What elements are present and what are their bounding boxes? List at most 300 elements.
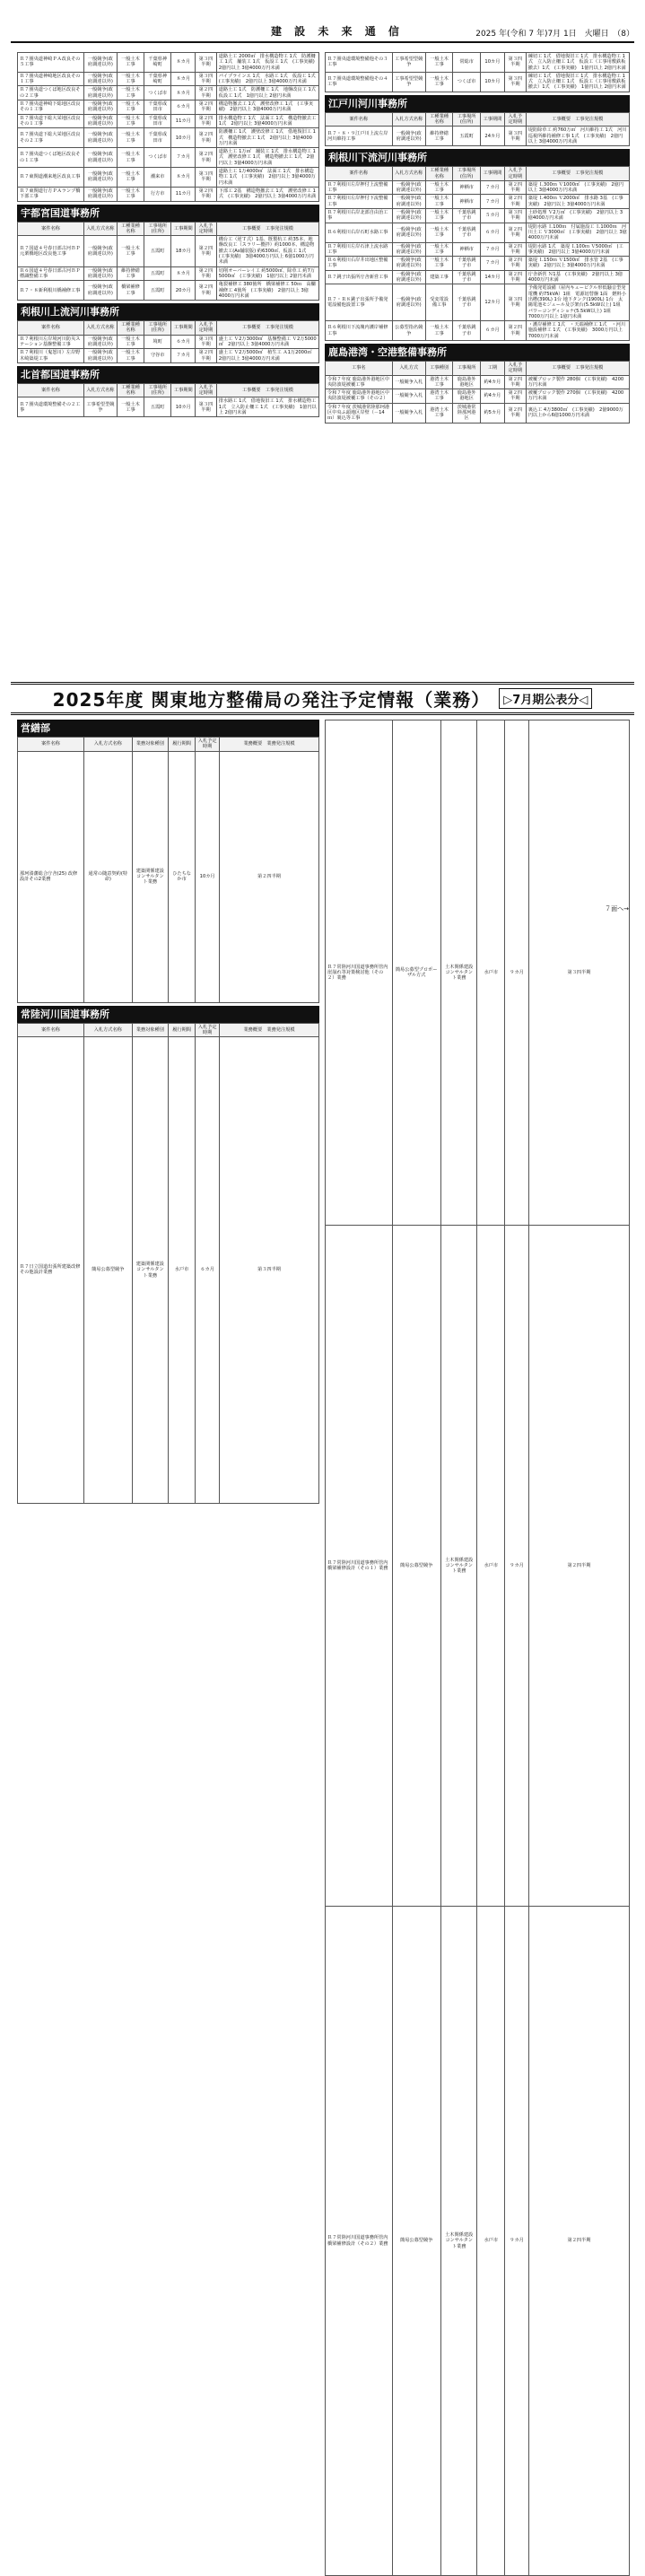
table-cell: 港湾土木工事 [425,389,453,404]
column-header: 入札方式名称 [83,383,117,397]
table-cell: ７カ月 [171,148,196,168]
table-cell: 第２四半期 [196,266,217,281]
table-header-row [18,321,319,336]
newspaper-name: 建 設 未 来 通 信 [271,23,404,39]
table-cell: 第２四半期 [504,270,526,284]
table-cell: 第２四半期 [504,242,526,257]
table-row [18,266,319,281]
table-cell: 第２四半期 [220,751,319,1002]
table-row [18,72,319,86]
column-header: 工事場所(住所) [144,222,171,236]
table-cell: ６カ月 [171,100,196,115]
works-table-top-right [325,52,630,92]
table-row [18,751,319,1002]
table-cell: Ｒ７利根川（鬼怒川）左岸野木崎築堤工事 [18,349,84,363]
table-cell: Ｒ７圏央道つくば地区改良その２工事 [18,86,84,100]
table-cell: 一般土木工事 [425,242,453,257]
table-row [18,236,319,266]
table-cell: ５カ月 [480,209,504,223]
table-cell: 簡易公募型競争 [392,1907,440,2576]
table-cell: 第２四半期 [196,281,217,301]
table-cell: 約4カ月 [480,375,504,389]
works-table-top-left [17,52,319,202]
table-cell: 切削オーバーレイ工 約5000㎡、除草工 約7万5000㎡ (工事実績) 1億円以上 2億円未満 [216,266,318,281]
table-cell: ６カ月 [480,321,504,341]
column-header: 工事概要 工事発注規模 [216,321,318,336]
column-header: 案件名称 [18,383,84,397]
table-cell: 千葉県銚子市 [453,257,481,271]
issue-date: 2025 年(令和 7 年)7月 1日 火曜日 （8） [475,27,634,39]
table-cell: 一般競争(政府調達以外) [83,128,117,148]
column-header: 入札方式名称 [83,321,117,336]
table-cell: 一般競争(政府調達以外) [392,284,425,321]
section-heading-tonegawa-lower: 利根川下流河川事務所 [325,149,630,166]
section-heading-eizen: 営繕部 [17,720,319,737]
column-header: 工事期間 [480,167,504,181]
table-cell: 第３四半期 [504,284,526,321]
table-cell: 橋梁補修工事 [117,281,144,301]
table-row [18,114,319,128]
table-row [326,195,630,209]
table-cell: 水戸市 [477,1226,505,1907]
table-cell: Ｒ７常陸河川国道事務所管内橋梁補修設計（その１）業務 [326,1226,393,1907]
table-cell: パイプラインエ 1式 水路工 1式 仮設工 1式 (工事実績) 2億円以上 3億4000万円未満 [216,72,318,86]
table-cell: 一般土木工事 [425,257,453,271]
table-cell: 被覆ブロック製作 270個 (工事実績) 4200万円未満 [526,389,629,404]
table-cell: 五霞町 [144,236,171,266]
table-cell: ７カ月 [480,257,504,271]
table-cell: 10カ月 [480,53,504,73]
table-cell: 第３四半期 [504,127,526,146]
table-cell: 11カ月 [171,114,196,128]
table-cell: ８カ月 [171,168,196,188]
column-header: 工事場所 [453,361,481,375]
table-row [326,321,630,341]
table-row [18,1037,319,1503]
column-header: 工種業種名称 [117,321,144,336]
table-cell: 令和７年度 鹿島港外港地区中央防波堤被覆工事 [326,375,393,389]
table-cell: 一般土木工事 [117,100,144,115]
column-header: 工種業種名称 [425,167,453,181]
table-cell: ７カ月 [480,195,504,209]
column-header: 履行期間 [168,738,195,752]
table-cell: Ｒ６国道４号春日部古河ＢＰ標識整備工事 [18,266,84,281]
column-header: 工事場所(住所) [453,167,481,181]
column-header: 入札予定時期 [504,112,526,127]
table-cell: 堤防除草工 約760万㎡ 河川維持工 1式 河川巡視所維持補修工事 1式 (工事実績) 2億円以上 3億4000万円未満 [526,127,629,146]
table-cell: 第３四半期 [196,72,217,86]
works-table-tonegawa-lower [325,166,630,341]
table-cell: 五霞町 [144,266,171,281]
table-row [326,209,630,223]
services-table-hitachi [17,1023,319,1504]
column-header: 案件名称 [18,222,84,236]
table-cell: 第２四半期 [504,375,526,389]
table-cell: 土木関係建設コンサルタント業務 [440,1907,477,2576]
table-cell: 千葉県神崎町 [144,53,171,73]
column-header: 工事期間 [171,383,196,397]
table-cell: Ｒ６利根川下流塊内護岸補修工事 [326,321,393,341]
table-cell: 工事希望型競争 [392,72,425,92]
table-cell: 那珂湊藩総合庁舎(25) 改修設計その2業務 [18,751,84,1002]
works-table-kashima [325,361,630,424]
table-cell: 千葉県成田市 [144,128,171,148]
table-cell: 神栖市 [453,195,481,209]
column-header: 入札予定時期 [504,361,526,375]
table-row [18,148,319,168]
table-row [326,403,630,423]
table-row [18,53,319,73]
table-row [18,86,319,100]
table-cell: 鹿島港外港地区 [453,389,481,404]
table-cell: Ｒ７東関道潮来地区改良工事 [18,168,84,188]
table-cell: 一般土木工事 [117,335,144,349]
table-row [18,335,319,349]
column-header: 工期 [480,361,504,375]
table-cell: 千葉県銚子市 [453,223,481,242]
table-row [326,242,630,257]
table-cell: 一般土木工事 [117,128,144,148]
table-cell: 一般競争(政府調達以外) [83,236,117,266]
table-cell: 24カ月 [480,127,504,146]
table-cell: ８カ月 [171,53,196,73]
services-table-eizen [17,737,319,1003]
table-row [326,72,630,92]
table-cell: 一般競争(政府調達以外) [392,180,425,195]
table-cell: 第３四半期 [196,397,217,417]
table-cell: 排水路工 1式 借地復旧工 1式 排水構造物工 1式 立入防止柵工 1式 (工事実績) 1億円以上 2億円未満 [216,397,318,417]
table-cell: 一般競争(政府調達以外) [392,242,425,257]
table-cell: 五霞町 [144,281,171,301]
table-header-row [18,222,319,236]
table-cell: 一般土木工事 [425,195,453,209]
table-cell: Ｒ７銚子出張所庁舎新営工事 [326,270,393,284]
table-row [326,389,630,404]
continued-note: ７面へ→ [605,904,629,913]
column-header: 入札予定時期 [196,321,217,336]
table-cell: ８カ月 [171,86,196,100]
table-cell: 庁舎新営 Ｎ1基 (工事実績) 2億円以上 3億4000万円未満 [526,270,629,284]
table-row [326,270,630,284]
table-header-row [18,1023,319,1037]
table-row [18,187,319,201]
table-cell: 千葉県銚子市 [453,270,481,284]
table-cell: 下部工 2基 構造物撤去工 1式 護壁改修工 1式 (工事実績) 2億円以上 3億4000万円未満 [216,187,318,201]
column-header: 案件名称 [18,321,84,336]
table-cell: 一般競争(政府調達以外) [83,86,117,100]
table-cell: 第２四半期 [196,114,217,128]
section-heading-utsunomiya: 宇都宮国道事務所 [17,205,319,222]
works-table-kitashuto [17,383,319,417]
table-cell: 防護柵工 1式 護壁改修工 1式 借地復旧工 1式 構造物撤去工 1式 2億円以上 3億4000万円未満 [216,128,318,148]
table-cell: Ｒ７常陸河川国道事務所管内橋梁補修設計（その２）業務 [326,1907,393,2576]
table-cell: 一般競争(政府調達以外) [392,257,425,271]
table-cell: 第３四半期 [529,720,630,1226]
table-cell: 建築工事 [425,270,453,284]
section-heading-tonegawa-upper: 利根川上流河川事務所 [17,303,319,320]
table-cell: ９カ月 [504,1907,528,2576]
table-cell: 被覆ブロック製作 280個 (工事実績) 4200万円未満 [526,375,629,389]
column-header: 工事概要 工事発注規模 [216,383,318,397]
table-cell: 第３四半期 [220,1037,319,1503]
table-cell: 一般土木工事 [117,72,144,86]
section-heading-hitachi: 常陸河川国道事務所 [17,1006,319,1023]
table-cell: 一般土木工事 [425,223,453,242]
table-cell: ８カ月 [171,266,196,281]
table-cell: 一般競争(政府調達以外) [392,209,425,223]
table-cell: 港湾土木工事 [425,375,453,389]
table-cell: 一般競争(政府調達以外) [83,349,117,363]
table-cell: Ｒ７日立国道出張所建築改修その他設計業務 [18,1037,84,1503]
table-cell: 第３四半期 [504,53,526,73]
column-header: 工事期間 [171,222,196,236]
column-header: 工事概要 工事発注規模 [526,361,629,375]
table-cell: 裏込工 4万3800㎥ (工事実績) 2億9000万円以上から6億1000万円未満 [526,403,629,423]
table-cell: 土砂処理 Ｖ2万㎥ (工事実績) 2億円以上 3億4000万円未満 [526,209,629,223]
table-cell: 簡易公募型プロポーザル方式 [392,720,440,1226]
table-row [326,180,630,195]
table-cell: 築堤 Ｌ150ｍ Ｖ1500㎥ 排水管 2基 (工事実績) 2億円以上 3億4000万円未満 [526,257,629,271]
table-cell: 第２四半期 [196,100,217,115]
table-cell: 第２四半期 [504,195,526,209]
table-cell: 一般競争(政府調達以外) [83,187,117,201]
table-header-row [18,383,319,397]
table-cell: 一般土木工事 [117,187,144,201]
services-table-right [325,720,630,2576]
section-heading-edogawa: 江戸川河川事務所 [325,95,630,112]
table-cell: 第３四半期 [196,53,217,73]
table-cell: 道路土工 1式 防護柵工 1式 地盤改良工 1式 仮設工 1式 1億円以上 2億円未満 [216,86,318,100]
table-cell: 堤防水路 Ｌ100ｍ 付属施設工 Ｌ1000ｍ 河川土工 Ｖ3000㎥ (工事実績) 2億円以上 3億4000万円未満 [526,223,629,242]
table-cell: Ｒ７圏央道環境整備他その４工事 [326,72,393,92]
table-cell: 第２四半期 [504,321,526,341]
table-cell: 神栖市 [453,180,481,195]
table-cell: ・護岸補修工 1式 ・天端補修工 1式 ・河川施設補修工 1式 (工事実績) 3000万円以上 7000万円未満 [526,321,629,341]
table-row [18,168,319,188]
table-cell: 一般土木工事 [425,180,453,195]
table-cell: 一般土木工事 [117,236,144,266]
table-cell: Ｒ６利根川右岸井出地区整備工事 [326,257,393,271]
table-cell: 一般競争入札 [392,375,425,389]
table-row [326,223,630,242]
table-cell: 第２四半期 [196,349,217,363]
table-cell: 一般土木工事 [117,114,144,128]
table-cell: ひたちなか市 [168,751,195,1002]
column-header: 工事期間 [480,112,504,127]
table-cell: Ｒ７利根川左岸境河川防災ステーション基盤整備工事 [18,335,84,349]
table-cell: 約5カ月 [480,403,504,423]
table-cell: Ｒ７国道４号春日部古河ＢＰ元栗橋地区改良他工事 [18,236,84,266]
table-cell: Ｒ７利根川左岸押付上流整備工事 [326,180,393,195]
column-header: 業務対象種別 [132,1023,168,1037]
table-cell: 練切工 1式 借地復旧工 1式 排水構造物工 1式 立入防止柵工 1式 仮設工（工事用敷鉄板撤去）1式 (工事実績) 1億円以上 2億円未満 [526,72,629,92]
table-cell: Ｒ６利根川右岸石町水路工事 [326,223,393,242]
table-cell: 第２四半期 [529,1226,630,1907]
table-cell: 一般競争(政府調達以外) [83,114,117,128]
table-cell: 一般土木工事 [117,397,144,417]
page-header [11,23,634,43]
services-banner [11,682,634,715]
table-cell: つくば市 [144,148,171,168]
column-header: 工事名 [326,361,393,375]
table-cell: 14カ月 [480,270,504,284]
left-services-column [17,720,319,1504]
table-cell: 港湾土木工事 [425,403,453,423]
column-header: 入札方式名称 [392,112,425,127]
column-header: 業務概要 業務発注規模 [220,738,319,752]
table-cell: Ｒ７利根川左岸石津上流水路工事 [326,242,393,257]
table-cell: 令和７年度 鹿島港外港地区中央防波堤被覆工事（その２） [326,389,393,404]
table-cell: 第２四半期 [504,403,526,423]
table-cell: 道路土工 2000㎥ 排水構造物工 1式 防護柵工 1式 舗装工 1式 仮設工 1式 (工事実績) 2億円以上 3億4000万円未満 [216,53,318,73]
table-cell: 11カ月 [171,187,196,201]
table-cell: 簡易公募型競争 [392,1226,440,1907]
column-header: 案件名称 [326,167,393,181]
section-heading-kitashuto: 北首都国道事務所 [17,366,319,383]
table-row [18,281,319,301]
table-cell: 維持修繕工事 [117,266,144,281]
table-cell: 鹿島港外港地区 [453,375,481,389]
table-cell: 一般競争(政府調達以外) [392,195,425,209]
table-cell: 盛土工 Ｖ2万5000㎥ 植生工 Ａ1万2000㎡ 2億円以上 3億4000万円未満 [216,349,318,363]
right-services-column [325,720,630,2576]
column-header: 工種業種名称 [117,222,144,236]
table-row [326,284,630,321]
table-cell: 第２四半期 [196,128,217,148]
column-header: 入札方式名称 [392,167,425,181]
banner-badge: ▷7月期公表分◁ [499,688,592,709]
table-cell: 五霞町 [144,397,171,417]
table-cell: Ｒ７圏央道環境整備その２工事 [18,397,84,417]
table-cell: Ｒ７常陸河川国道事務所管内崖崩れ等対策検討他（その２）業務 [326,720,393,1226]
table-cell: 五霞町 [453,127,481,146]
table-cell: 第２四半期 [196,187,217,201]
table-row [18,349,319,363]
table-cell: 一般土木工事 [117,148,144,168]
column-header: 入札予定時期 [196,383,217,397]
column-header: 工事概要 工事発注規模 [526,112,629,127]
table-row [326,127,630,146]
table-cell: Ｒ７圏央道神崎地区改良その１工事 [18,72,84,86]
table-row [326,257,630,271]
table-cell: 第２四半期 [504,389,526,404]
table-cell: 一般土木工事 [117,349,144,363]
table-cell: 第２四半期 [504,223,526,242]
table-cell: 水戸市 [477,720,505,1226]
table-cell: 一般競争(政府調達以外) [83,53,117,73]
table-cell: Ｒ７圏央道神崎ＰＡ改良その５工事 [18,53,84,73]
table-header-row [326,167,630,181]
column-header: 案件名称 [18,738,84,752]
table-cell: Ｒ７圏央道環境整備他その３工事 [326,53,393,73]
table-cell: 一般土木工事 [425,72,453,92]
column-header: 案件名称 [18,1023,84,1037]
table-cell: 約4カ月 [480,389,504,404]
table-cell: 一般競争(政府調達以外) [83,335,117,349]
table-cell: 令和７年度 茨城港常陸那珂港区中央ふ頭地区岸壁（－14ｍ）裏込等工事 [326,403,393,423]
column-header: 工事期間 [171,321,196,336]
table-cell: 一般土木工事 [425,209,453,223]
table-cell: 工事希望型競争 [392,53,425,73]
table-cell: 10カ月 [196,751,220,1002]
table-cell: ７カ月 [480,242,504,257]
table-cell: 盛土工 Ｖ2万3000㎥ 基盤整備工 Ｖ2万5000㎥ 2億円以上 3億4000万円未満 [216,335,318,349]
table-cell: 20カ月 [171,281,196,301]
column-header: 工事場所(住所) [453,112,481,127]
table-header-row [326,112,630,127]
table-cell: Ｒ７圏央道下総大栄地区改良その２工事 [18,128,84,148]
table-cell: 亀裂補修工 380箇所 橋梁補修工 50ｍ 高欄補修工 4箇所 (工事実績) 2億円以上 3億4000万円未満 [216,281,318,301]
table-cell: 道路土工 1万4000㎥ 法面工 1式 排水構造物工 1式 (工事実績) 2億円以上 3億4000万円未満 [216,168,318,188]
column-header: 入札方式名称 [83,1023,132,1037]
table-cell: 12カ月 [480,284,504,321]
table-cell: 一般土木工事 [117,168,144,188]
table-cell: 第２四半期 [196,148,217,168]
table-cell: 一般競争(政府調達以外) [83,72,117,86]
column-header: 工種業種名称 [117,383,144,397]
table-cell: 第２四半期 [196,236,217,266]
table-header-row [18,738,319,752]
table-cell: 建築関係建設コンサルタント業務 [132,751,168,1002]
banner-title: 2025年度 関東地方整備局の発注予定情報（業務） [53,685,491,712]
column-header: 工事場所(住所) [144,321,171,336]
left-column [17,52,319,417]
table-cell: 土木関係建設コンサルタント業務 [440,720,477,1226]
table-cell: 構台工（逆Ｔ式）1基、既製杭工 約35本、地盤改良工（スラリー攪拌）約1000本、構造物撤去工(As舗装版) 約6300㎡、仮設工 1式 (工事実績) 3億4000万円以上 6億1000万円未満 [216,236,318,266]
table-cell: 第２四半期 [504,180,526,195]
table-cell: ９カ月 [504,1226,528,1907]
table-cell: Ｒ７・Ｒ８銚子出張所予備発電設備他設置工事 [326,284,393,321]
table-cell: 構造物撤去工 1式 護壁改修工 1式 (工事実績) 2億円以上 3億4000万円未満 [216,100,318,115]
table-cell: 水戸市 [168,1037,195,1503]
table-cell: 第２四半期 [529,1907,630,2576]
table-cell: ８カ月 [171,72,196,86]
column-header: 工事概要 工事発注規模 [526,167,629,181]
table-cell: ７カ月 [480,180,504,195]
column-header: 業務対象種別 [132,738,168,752]
table-cell: 一般土木工事 [425,321,453,341]
table-cell: 常総市 [453,53,481,73]
table-row [326,375,630,389]
table-cell: 行方市 [144,187,171,201]
table-cell: 土木関係建設コンサルタント業務 [440,1226,477,1907]
table-cell: Ｒ７東関道行方ＰＡランプ橋下部工事 [18,187,84,201]
table-cell: ７カ月 [171,349,196,363]
table-cell: 一般土木工事 [117,53,144,73]
column-header: 入札予定時期 [196,1023,220,1037]
table-row [18,128,319,148]
table-cell: 工事希望型競争 [83,397,117,417]
table-cell: 一般競争(政府調達以外) [83,281,117,301]
table-cell: つくば市 [453,72,481,92]
table-row [18,100,319,115]
table-cell: 10カ月 [171,128,196,148]
table-cell: 一般競争(政府調達以外) [392,270,425,284]
table-cell: 第３四半期 [196,168,217,188]
table-cell: Ｒ７利根川右岸北部自由治工事 [326,209,393,223]
table-cell: 神栖市 [453,242,481,257]
table-row [326,1907,630,2576]
table-cell: 築堤 Ｌ300ｍ Ｖ1000㎥ (工事実績) 2億円以上 3億4000万円未満 [526,180,629,195]
table-cell: 一般競争(政府調達以外) [83,100,117,115]
table-cell: 建築関係建設コンサルタント業務 [132,1037,168,1503]
table-row [326,53,630,73]
column-header: 業務概要 業務発注規模 [220,1023,319,1037]
works-table-tonegawa-upper [17,320,319,363]
table-cell: 簡易公募型競争 [83,1037,132,1503]
table-cell: 一般土木工事 [117,86,144,100]
table-cell: ６カ月 [171,335,196,349]
